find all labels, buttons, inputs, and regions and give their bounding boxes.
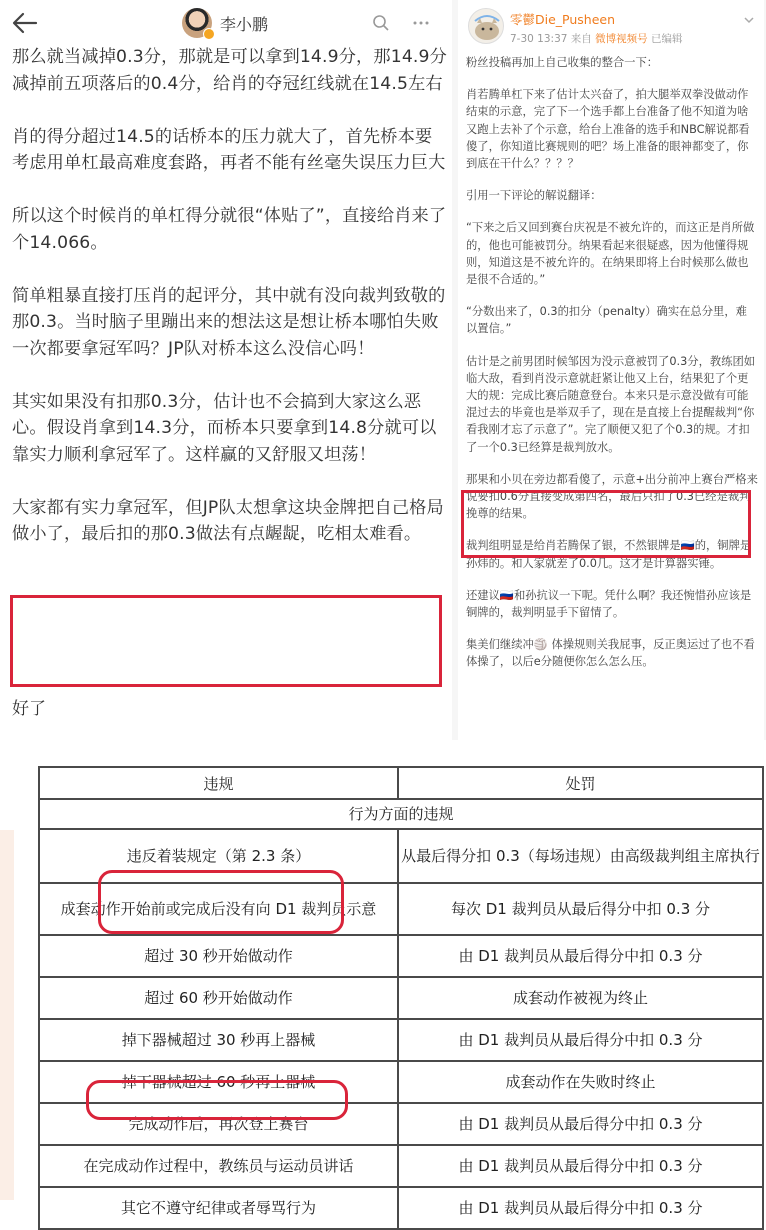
post-edited: 已编辑 — [650, 33, 683, 45]
post-from: 来自 — [570, 33, 592, 45]
post-paragraph: 集美们继续冲🏐 体操规则关我屁事，反正奥运过了也不看体操了，以后e分随便你怎么怎么压。 — [466, 638, 755, 669]
violation-cell: 掉下器械超过 60 秒再上器械 — [39, 1061, 398, 1103]
article-header — [0, 0, 452, 46]
left-article-panel — [0, 0, 452, 740]
author-name[interactable]: 李小鹏 — [220, 14, 269, 34]
penalty-cell: 由 D1 裁判员从最后得分中扣 0.3 分 — [398, 1019, 763, 1061]
table-category-row — [39, 799, 763, 829]
verified-badge-icon — [203, 28, 215, 40]
penalty-rules-table — [38, 766, 764, 1230]
avatar[interactable] — [182, 8, 212, 38]
red-highlight-box — [461, 490, 751, 558]
page-edge-strip — [0, 830, 14, 1200]
violation-cell: 超过 30 秒开始做动作 — [39, 935, 398, 977]
search-icon[interactable] — [372, 14, 390, 32]
header-penalty: 处罚 — [398, 767, 763, 799]
red-circle-annotation — [98, 870, 344, 934]
article-paragraph: 其实如果没有扣那0.3分，估计也不会搞到大家这么恶心。假设肖拿到14.3分，而桥本只要拿到14.8分就可以靠实力顺利拿冠军了。这样赢的又舒服又坦荡！ — [12, 391, 437, 465]
category-label: 行为方面的违规 — [39, 799, 763, 829]
penalty-cell: 由 D1 裁判员从最后得分中扣 0.3 分 — [398, 1187, 763, 1229]
post-paragraph: 肖若腾单杠下来了估计太兴奋了，拍大腿举双拳没做动作结束的示意，完了下一个选手都上台准备了他不知道为啥又跑上去补了个示意，给台上准备的选手和NBC解说都看傻了，你知道比赛规则的吧？场上准备的眼神都变了，你到底在干什么？？？？ — [466, 88, 750, 171]
table-header-row — [39, 767, 763, 799]
rules-table-section — [0, 742, 766, 1217]
post-paragraph: 估计是之前男团时候邹因为没示意被罚了0.3分，教练团如临大敌，看到肖没示意就赶紧让他又上台，结果犯了个更大的规：完成比赛后随意登台。本来只是示意没做有可能混过去的毕竟也是举双手了，现在是直接上台提醒裁判“你看我刚才忘了示意了”。完了顺便又犯了个0.3的规。才扣了一个0.3已经算是裁判放水。 — [466, 354, 756, 454]
table-row — [39, 935, 763, 977]
penalty-cell: 由 D1 裁判员从最后得分中扣 0.3 分 — [398, 1145, 763, 1187]
article-paragraph: 简单粗暴直接打压肖的起评分，其中就有没向裁判致敬的那0.3。当时脑子里蹦出来的想法这是想让桥本哪怕失败一次都要拿冠军吗？JP队对桥本这么没信心吗！ — [12, 285, 446, 359]
table-row — [39, 977, 763, 1019]
avatar[interactable] — [468, 8, 504, 44]
header-actions — [372, 14, 430, 32]
red-circle-annotation — [86, 1080, 348, 1120]
post-paragraph: “分数出来了，0.3的扣分（penalty）确实在总分里，难以置信。” — [466, 305, 747, 336]
article-paragraph: 那么就当减掉0.3分，那就是可以拿到14.9分，那14.9分减掉前五项落后的0.4分，给肖的夺冠红线就在14.5左右 — [12, 47, 447, 94]
violation-cell: 成套动作开始前或完成后没有向 D1 裁判员示意 — [39, 883, 398, 935]
post-header — [458, 0, 764, 52]
table-row — [39, 1019, 763, 1061]
post-meta — [510, 31, 682, 46]
violation-cell: 在完成动作过程中，教练员与运动员讲话 — [39, 1145, 398, 1187]
violation-cell: 掉下器械超过 30 秒再上器械 — [39, 1019, 398, 1061]
penalty-cell: 从最后得分扣 0.3（每场违规）由高级裁判组主席执行 — [398, 829, 763, 883]
author-info[interactable] — [182, 8, 268, 38]
post-paragraph: 引用一下评论的解说翻译： — [466, 189, 602, 203]
header-violation: 违规 — [39, 767, 398, 799]
post-paragraph: “下来之后又回到赛台庆祝是不被允许的，而这正是肖所做的，他也可能被罚分。纳果看起来很疑惑，因为他懂得规则，知道这是不被允许的。在纳果即将上台时候那么做也是很不合适的。” — [466, 221, 755, 287]
article-paragraph: 肖的得分超过14.5的话桥本的压力就大了，首先桥本要考虑用单杠最高难度套路，再者不能有丝毫失误压力巨大 — [12, 126, 446, 173]
penalty-cell: 由 D1 裁判员从最后得分中扣 0.3 分 — [398, 935, 763, 977]
right-weibo-panel — [452, 0, 766, 740]
post-paragraph: 粉丝投稿再加上自己收集的整合一下： — [466, 56, 659, 69]
post-paragraph: 那果和小贝在旁边都看傻了，示意+出分前冲上赛台严格来说要扣0.6分直接变成第四名，最后只扣了0.3已经是裁判挽尊的结果。 — [466, 472, 758, 521]
article-paragraph: 大家都有实力拿冠军，但JP队太想拿这块金牌把自己格局做小了，最后扣的那0.3做法有点龌龊，吃相太难看。 — [12, 497, 444, 544]
back-arrow-icon[interactable] — [10, 8, 40, 38]
article-closing: 好了 — [12, 699, 46, 719]
post-source[interactable]: 微博视频号 — [595, 33, 648, 45]
more-icon[interactable] — [412, 14, 430, 32]
weibo-post — [458, 0, 764, 740]
penalty-cell: 每次 D1 裁判员从最后得分中扣 0.3 分 — [398, 883, 763, 935]
post-username[interactable]: 零鬱Die_Pusheen — [510, 12, 616, 27]
post-paragraph: 裁判组明显是给肖若腾保了银，不然银牌是🇷🇺的，铜牌是孙炜的。和人家就差了0.0几。这才是计算器实锤。 — [466, 539, 752, 570]
article-body — [12, 44, 448, 574]
violation-cell: 其它不遵守纪律或者辱骂行为 — [39, 1187, 398, 1229]
penalty-cell: 成套动作被视为终止 — [398, 977, 763, 1019]
article-paragraph: 所以这个时候肖的单杠得分就很“体贴了”，直接给肖来了个14.066。 — [12, 206, 447, 253]
red-highlight-box — [10, 595, 442, 687]
violation-cell: 完成动作后，再次登上赛台 — [39, 1103, 398, 1145]
table-row — [39, 1187, 763, 1229]
post-paragraph: 还建议🇷🇺和孙抗议一下呢。凭什么啊？我还惋惜孙应该是铜牌的，裁判明显手下留情了。 — [466, 588, 752, 620]
violation-cell: 超过 60 秒开始做动作 — [39, 977, 398, 1019]
chevron-down-icon[interactable] — [742, 12, 756, 26]
penalty-cell: 由 D1 裁判员从最后得分中扣 0.3 分 — [398, 1103, 763, 1145]
table-row — [39, 1145, 763, 1187]
violation-cell: 违反着装规定（第 2.3 条） — [39, 829, 398, 883]
penalty-cell: 成套动作在失败时终止 — [398, 1061, 763, 1103]
post-time: 7-30 13:37 — [510, 33, 568, 45]
post-body — [466, 54, 758, 686]
